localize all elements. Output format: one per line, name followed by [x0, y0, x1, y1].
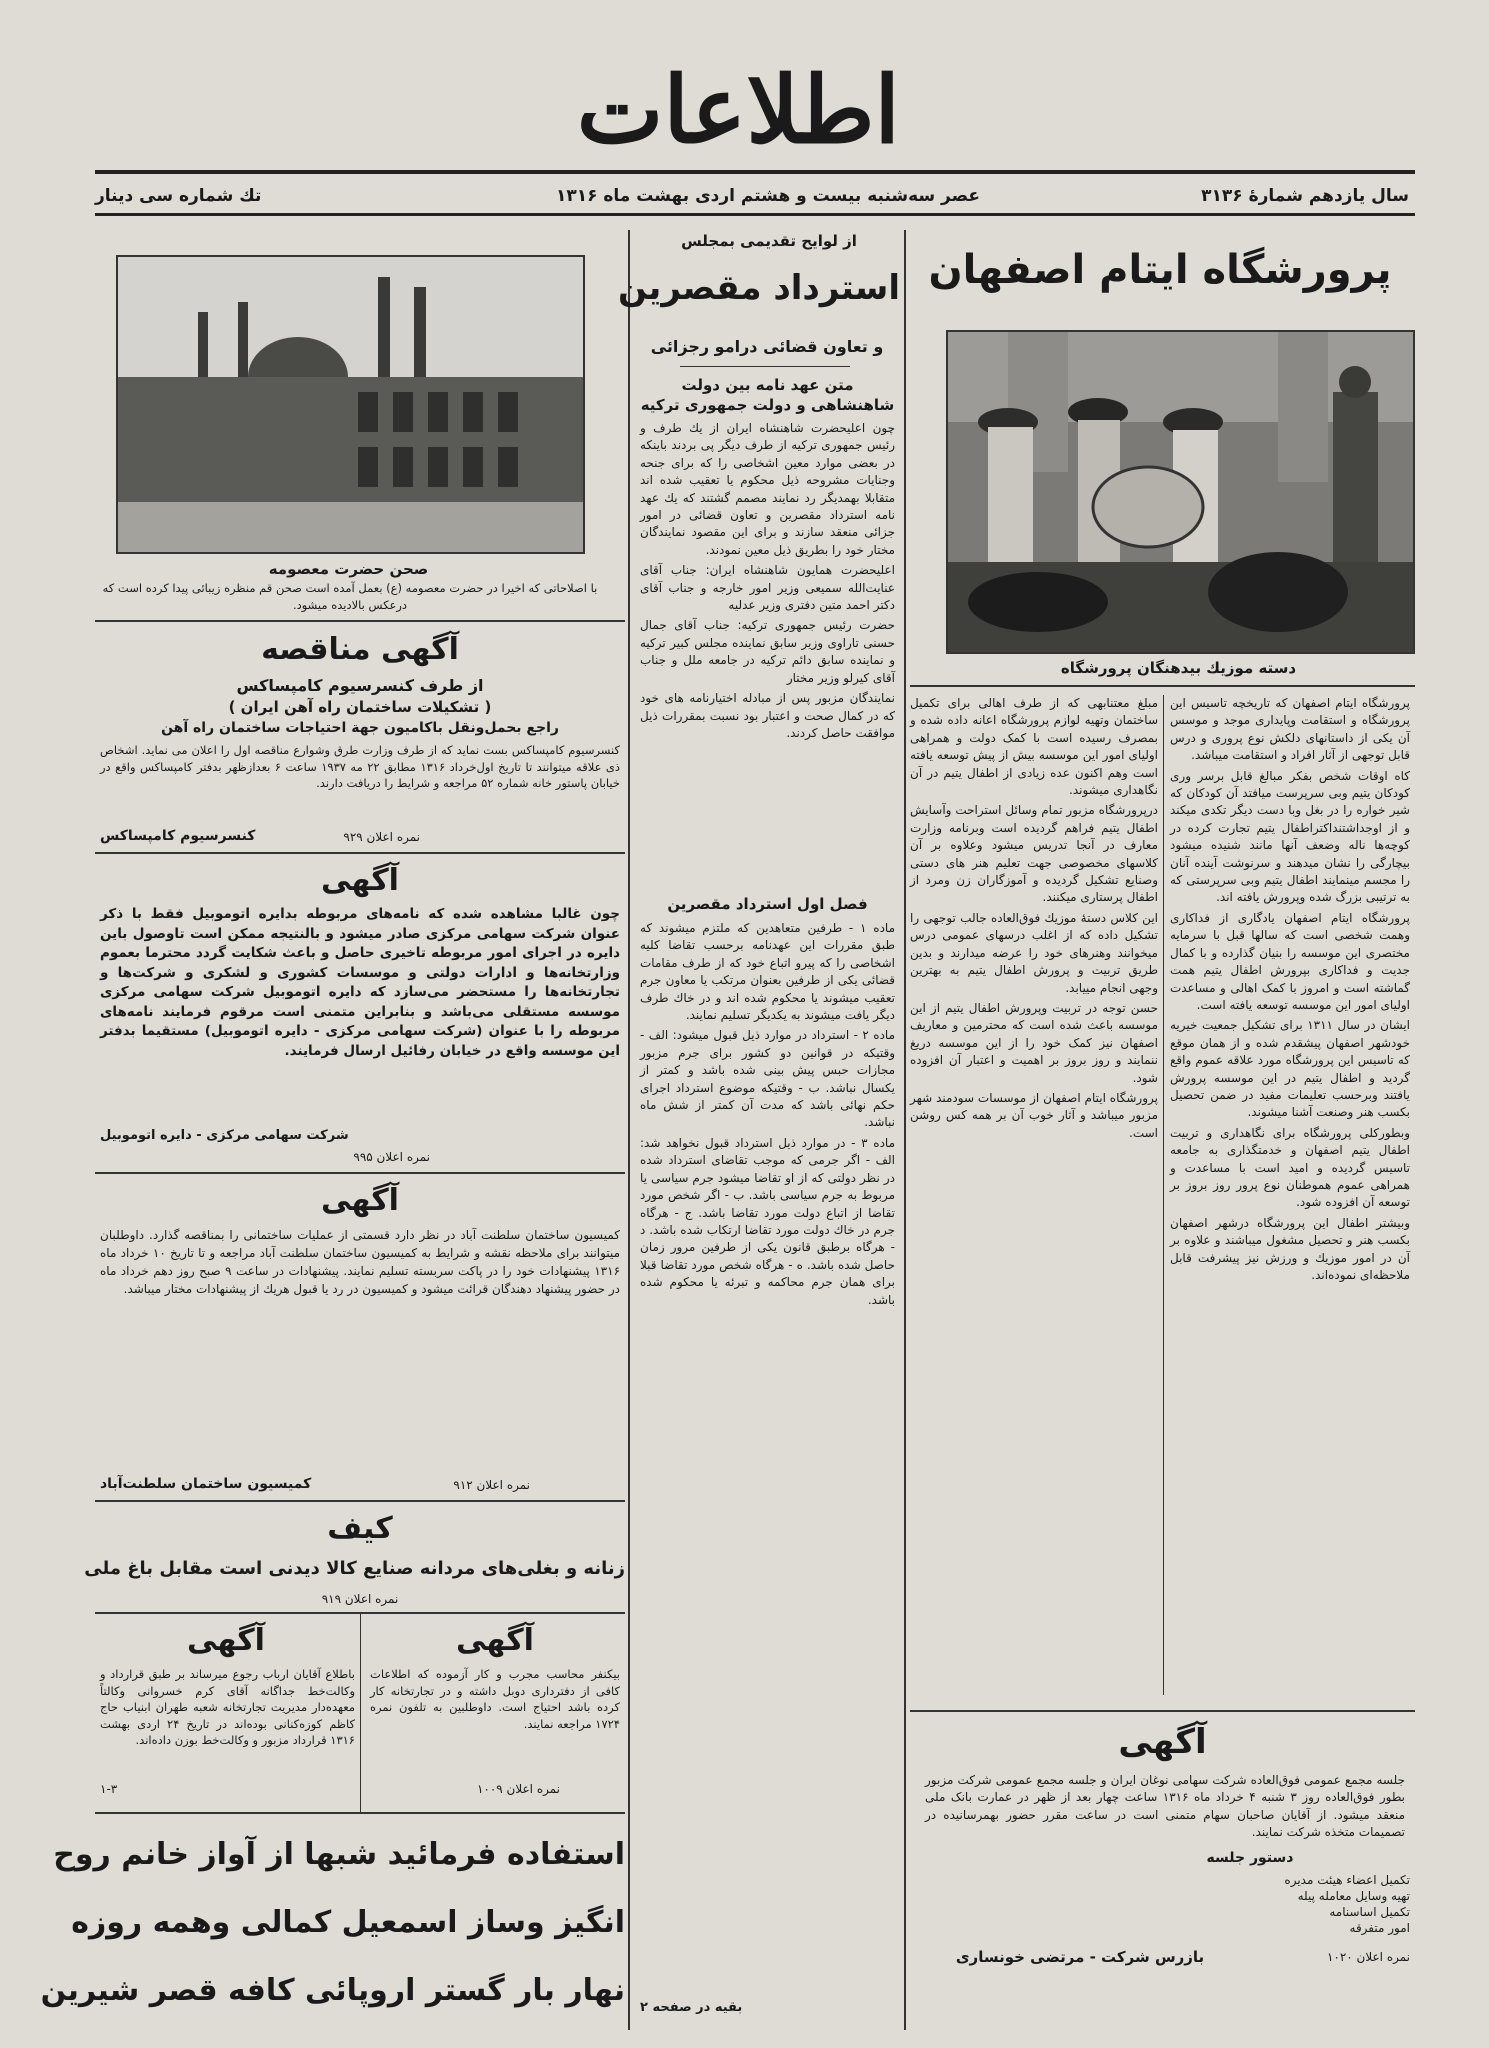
agenda-list: [1200, 1872, 1410, 1936]
left-ad-divider: [360, 1612, 361, 1812]
ad1-body: کنسرسیوم کامپساکس بست نماید که از طرف وزارت طرق وشوارع مناقصه اول را اعلان می نماید. اشخاص ذی علاقه میتوانند تا تاریخ اول‌خرداد ۱۳۱۶ مطابق ۲۲ مه ۱۹۳۷ ساعت ۶ بعدازظهر بدفتر کامپساکس واقع در خیابان پاستور خانه شماره ۵۲ مراجعه و شرایط را دریافت دارند.: [100, 743, 621, 790]
shrine-photo-image: [118, 257, 583, 552]
center-intro-body: [640, 420, 895, 880]
center-articles-body: [640, 920, 895, 2015]
right-bottom-ad-title: آگهی: [1118, 1722, 1207, 1762]
agenda-item: امور متفرقه: [1349, 1921, 1410, 1935]
right-headline: پرورشگاه ایتام اصفهان: [928, 247, 1392, 293]
mid-right-paragraph-1: مبلغ معتنابهی که از طرف اهالی برای تکمیل ساختمان وتهیه لوازم پرورشگاه اعانه داده شده و بمصرف رسیده است با کمک دولت و همراهی اولیای امور این موسسه بیش از پیش توسعه یافته است وهم اکنون عده زیادی از اطفال یتیم در آن نگاهداری میشوند.: [910, 696, 1158, 798]
mid-right-paragraph-5: پرورشگاه ایتام اصفهان از موسسات سودمند شهر مزبور میباشد و آثار خوب آن بر همه کس روشن است.: [910, 1090, 1158, 1140]
center-paragraph-3: حضرت رئیس جمهوری ترکیه: جناب آقای جمال حسنی تاراوی وزیر سابق نماینده مجلس کبیر ترکیه و نماینده سابق دائم ترکیه در جامعه ملل و جناب آقای کیرلو وزیر مختار: [640, 618, 895, 685]
ad1-number: نمره اعلان ۹۲۹: [343, 830, 420, 844]
center-kicker: از لوایح تقدیمی بمجلس: [681, 232, 857, 250]
ad1-line3: راجع بحمل‌ونقل باکامیون جهة احتیاجات ساختمان راه آهن: [161, 720, 559, 736]
ad3-body: کمیسیون ساختمان سلطنت آباد در نظر دارد قسمتی از عملیات ساختمانی را بمناقصه گذارد. داوطلبان میتوانند برای ملاحظه نقشه و شرایط به کمیسیون ساختمان سلطنت آباد مراجعه و تا تاریخ ۱۰ خرداد ماه ۱۳۱۶ پیشنهادات خود را در پاکت سربسته تسلیم نمایند. پیشنهادات در ساعت ۹ صبح روز دهم خرداد ماه در حضور پیشنهاد دهندگان قرائت میشود و کمیسیون در رد یا قبول هریك از پیشنهادات مختار میباشد.: [100, 1228, 621, 1296]
right-bottom-ad-signature: بازرس شرکت - مرتضی خونساری: [955, 1948, 1205, 1966]
masthead-rule-bottom: [95, 213, 1415, 216]
right-paragraph-4: ایشان در سال ۱۳۱۱ برای تشکیل جمعیت خیریه خودشهر اصفهان پیشقدم شده و از همان موقع که تاسیس این پرورشگاه مورد علاقه عموم واقع گردید و اطفال یتیم در این موسسه پرورش یافتند وبرحسب تعلیمات مفید در ضمن تحصیل بکسب هنر وصنعت آشنا میشوند.: [1170, 1018, 1411, 1120]
dateline-right: سال یازدهم شمارهٔ ۳۱۳۶: [1201, 186, 1409, 206]
article-3: ماده ۳ - در موارد ذیل استرداد قبول نخواهد شد: الف - اگر جرمی که موجب تقاضای استرداد شده در نظر دولتی که از او تقاضا میشود جرم سیاسی یا مربوط به جرم سیاسی باشد. ب - اگر شخص مورد تقاضا از اتباع دولت مورد تقاضا باشد. ج - هرگاه جرم در خاك دولت مورد تقاضا ارتکاب شده باشد. د - هرگاه برطبق قانون یکی از طرفین مرور زمان حاصل شده باشد. ه - هرگاه شخص مورد تقاضا قبلا برای همان جرم محاکمه و تبرئه یا محکوم شده باشد.: [640, 1135, 895, 1307]
ad2-signature: شرکت سهامی مرکزی - دایره اتوموبیل: [100, 1128, 349, 1143]
mid-right-paragraph-2: درپرورشگاه مزبور تمام وسائل استراحت وآسایش اطفال یتیم فراهم گردیده است وبرنامه وزارت معارف در آنجا تدریس میشود وعلاوه بر آن کلاسهای مخصوصی جهت تعلیم هنر های دستی وصنایع تشکیل گردیده و آموزگاران زن ومرد از اطفال پرستاری میکنند.: [910, 803, 1158, 905]
orphanage-band-photo: [946, 330, 1415, 654]
center-continued: بقیه در صفحه ۲: [640, 2000, 743, 2015]
right-bottom-ad-number: نمره اعلان ۱۰۲۰: [1326, 1950, 1410, 1964]
ad1-signature: کنسرسیوم کامپساکس: [100, 828, 256, 844]
article-1: ماده ۱ - طرفین متعاهدین که ملتزم میشوند که طبق مقررات این عهدنامه برحسب تقاضا کلیه اشخاصی را که پیرو اتباع خود که از طرف مقامات قضائی یکی از طرفین بعنوان مرتکب یا معاون جرم تعقیب میشوند یا محکوم شده اند و در خاك طرف دیگر یافت میشوند به یکدیگر تسلیم نمایند.: [640, 921, 895, 1023]
right-inner-divider: [1163, 695, 1164, 1695]
right-paragraph-5: وبطورکلی پرورشگاه برای نگاهداری و تربیت اطفال یتیم اصفهان و خدمتگذاری به جامعه تاسیس گردیده و امید است با مساعدت و همراهی عموم هموطنان نوع پرور روز بروز بر توسعه آن افزوده شود.: [1170, 1125, 1410, 1210]
ad4-title: کیف: [327, 1511, 393, 1546]
center-subhead-1: و تعاون قضائی درامو رجزائی: [650, 337, 884, 356]
left-rule-3: [95, 1172, 625, 1174]
center-subhead-rule: [680, 366, 850, 367]
article-2: ماده ۲ - استرداد در موارد ذیل قبول میشود: الف - وقتیکه در قوانین دو کشور برای جرم مزبور مجازات حبس پیش بینی شده باشد و کمتر از یکسال نباشد. ب - وقتیکه موضوع استرداد اجرای حکم نهائی باشد که مدت آن کمتر از شش ماه نباشد.: [640, 1028, 895, 1130]
agenda-item: تهیه وسایل معامله پیله: [1297, 1889, 1410, 1903]
right-bottom-ad-rule: [910, 1710, 1415, 1712]
ad6-number: ۱-۳: [100, 1782, 118, 1796]
masumeh-shrine-photo: [116, 255, 585, 554]
center-paragraph-2: اعلیحضرت همایون شاهنشاه ایران: جناب آقای عنایت‌الله سمیعی وزیر امور خارجه و جناب آقای دکتر احمد متین دفتری وزیر عدلیه: [640, 563, 895, 613]
ad6-body: باطلاع آقایان ارباب رجوع میرساند بر طبق قرارداد و وکالت‌خط جداگانه آقای کرم خسروانی وکالتاً معهده‌دار مدیریت تجارتخانه شعبه طهران ابنیاب حاج کاظم کوزه‌کنانی بوده‌اند در تاریخ ۲۴ اردی بهشت ۱۳۱۶ قرارداد مزبور و وکالت‌خط بوزن‌ داده‌اند.: [100, 1667, 355, 1747]
right-paragraph-2: کاه اوقات شخص بفکر مبالغ قابل برسر وری کودکان یتیم وبی سرپرست میافتد آن کودکان که شیر خواره را در بغل وبا دست دیگر تکدی میکند و از اوجداشتنداکتراطفال یتیم تجارت کرده در کوچه‌ها ناله وضعف آنها مانند شنیده میشود بیچارگی را نشان میدهند و سرنوشت آینده آنان را مجسم مینمایند اطفال یتیم وبی سرپرستی که به ترتیبی بزرگ شده وپرورش یافته اند.: [1170, 768, 1410, 905]
right-paragraph-6: وبیشتر اطفال این پرورشگاه درشهر اصفهان بکسب هنر و تحصیل مشغول میباشند و علاوه بر آن در امور موزیك و ورزش نیز پیشرفت قابل ملاحظه‌ای نموده‌اند.: [1170, 1215, 1410, 1282]
column-divider-1: [904, 230, 906, 2030]
ad4-line: زنانه‌ و بغلی‌های مردانه صنایع کالا دیدنی است مقابل باغ ملی: [84, 1558, 625, 1579]
ad3-title: آگهی: [321, 1183, 399, 1218]
center-section-head: فصل اول استرداد مقصرین: [667, 895, 868, 913]
ad5-title: آگهی: [456, 1623, 534, 1658]
dateline-left: تك شماره سی دینار: [95, 186, 262, 206]
ad2-title: آگهی: [321, 863, 399, 898]
left-rule-6: [95, 1812, 625, 1814]
left-rule-2: [95, 852, 625, 854]
banner-line-3: نهار بار گستر اروپائی کافه قصر شیرین: [40, 1973, 625, 2008]
ad2-number: نمره اعلان ۹۹۵: [353, 1150, 430, 1164]
ad3-number: نمره اعلان ۹۱۲: [453, 1478, 530, 1492]
right-paragraph-3: پرورشگاه ایتام اصفهان یادگاری از فداکاری وهمت شخصی است که سالها قبل با سرمایه مختصری این موسسه را بنیان گذارده و با کمال جدیت و فداکاری بپرورش اطفال یتیم همت گماشته است و امروز با کمک اهالی و مساعدت اولیای امور این موسسه توسعه یافته است.: [1170, 910, 1410, 1012]
agenda-item: تکمیل اساسنامه: [1329, 1905, 1410, 1919]
shrine-caption-body: با اصلاحاتی که اخیرا در حضرت معصومه (ع) بعمل آمده است صحن قم منظره زیبائی پیدا کرده است که درعکس بالادیده میشود.: [102, 581, 598, 612]
right-caption-rule: [910, 685, 1415, 687]
center-subhead-2: متن عهد نامه بین دولت شاهنشاهی و دولت جمهوری ترکیه: [640, 376, 895, 414]
ad1-line2: ( تشکیلات ساختمان راه آهن ایران ): [228, 698, 492, 716]
ad4-number: نمره اعلان ۹۱۹: [321, 1592, 399, 1606]
banner-line-1: استفاده فرمائید شبها از آواز خانم روح: [53, 1837, 625, 1872]
center-paragraph-4: نمایندگان مزبور پس از مبادله اختیارنامه های خود که در کمال صحت و اعتبار بود نسبت بمقررات ذیل موافقت حاصل کردند.: [640, 691, 895, 740]
masthead-title: اطلاعات: [576, 56, 900, 164]
orphanage-photo-caption: دسته موزیك بیدهنگان پرورشگاه: [1060, 659, 1297, 677]
ad1-title: آگهی مناقصه: [261, 632, 459, 667]
center-paragraph-1: چون اعلیحضرت شاهنشاه ایران از یك طرف و رئیس جمهوری ترکیه از طرف دیگر پی بردند باینکه در بعضی موارد معین اشخاصی را که برای جنحه وجنایات مشروحه ذیل محکوم یا تعقیب شده اند متقابلا بهمدیگر رد نمایند مصمم گشتند که یك عهد نامه استرداد مقصرین و تعاون قضائی در امور جزائی منعقد سازند و برای این مقصود نمایندگان مختار خود را بطریق ذیل معین نمودند.: [640, 421, 895, 557]
ad2-body: چون غالبا مشاهده شده که نامه‌های مربوطه بدایره اتوموبیل فقط با ذکر عنوان شرکت سهامی مرکزی صادر میشود و بالنتیجه ممکن است تاوصول باین دایره در اجرای امور مربوطه تاخیری حاصل و باعث شکایت گردد محترما بعموم وزارتخانه‌ها و ادارات دولتی و موسسات کشوری و لشکری و شرکت‌ها و تجارتخانه‌ها را مستحضر می‌سازد که دایره اتوموبیل شرکت سهامی مرکزی موسسه مستقلی می‌باشد و بنابراین متمنی است مرقوم فرمایند نامه‌های مربوطه را با عنوان (شرکت سهامی مرکزی - دایره اتوموبیل) مستقیما بدفتر این موسسه واقع در خیابان رفائیل ارسال فرمایند.: [100, 906, 620, 1059]
mid-right-paragraph-4: حسن توجه در تربیت وپرورش اطفال یتیم از این موسسه باعث شده است که محترمین و معاریف اصفهان نیز کمک خود را از این موسسه دریغ ننمایند و روز بروز بر اهمیت و اعتبار آن افزوده شود.: [910, 1000, 1158, 1085]
ad6-title: آگهی: [187, 1623, 265, 1658]
left-rule-1: [95, 620, 625, 622]
ad1-line1: از طرف کنسرسیوم کامپساکس: [236, 676, 484, 695]
dateline-center: عصر سه‌شنبه بیست و هشتم اردی بهشت ماه ۱۳۱۶: [555, 186, 980, 206]
ad3-signature: کمیسیون ساختمان سلطنت‌آباد: [100, 1476, 312, 1492]
ad5-number: نمره اعلان ۱۰۰۹: [476, 1782, 560, 1796]
band-photo-image: [948, 332, 1413, 652]
ad5-body: بیکنفر محاسب مجرب و کار آزموده که اطلاعات کافی از دفترداری دوبل داشته و در تجارتخانه کار کرده باشد احتیاج است. داوطلبین به تلفون نمره ۱۷۲۴ مراجعه نمایند.: [370, 1667, 620, 1731]
column-divider-2: [628, 230, 630, 2030]
banner-line-2: انگیز وساز اسمعیل کمالی وهمه روزه: [71, 1905, 625, 1940]
left-rule-4: [95, 1500, 625, 1502]
masthead-rule-top: [95, 170, 1415, 174]
mid-right-article-body: [910, 695, 1158, 1695]
right-paragraph-1: پرورشگاه ایتام اصفهان که تاریخچه تاسیس این پرورشگاه و استقامت وپایداری موجد و موسس آن یکی از داستانهای دلکش نوع پروری و درس قابل توجهی از آثار افراد و استقامت میباشد.: [1170, 696, 1410, 763]
agenda-item: تکمیل اعضاء هیئت مدیره: [1284, 1873, 1410, 1887]
right-bottom-agenda-title: دستور جلسه: [1206, 1850, 1294, 1866]
shrine-caption-title: صحن حضرت معصومه: [268, 560, 429, 578]
center-headline: استرداد مقصرین: [617, 268, 900, 308]
right-article-body: [1170, 695, 1410, 1695]
right-bottom-ad-body: جلسه مجمع عمومی فوق‌العاده شرکت سهامی نوغان ایران و جلسه مجمع عمومی شرکت مزبور بطور فوق‌العاده روز ۳ شنبه ۴ خرداد ماه ۱۳۱۶ ساعت چهار بعد از ظهر در عمارت بانک ملی منعقد میشود. از آقایان صاحبان سهام متمنی است در ساعت مقرر حضور بهمرسانیده در تصمیمات متخذه شرکت نمایند.: [925, 1773, 1406, 1840]
mid-right-paragraph-3: این کلاس دستهٔ موزیك فوق‌العاده جالب توجهی را تشکیل داده که از اغلب درسهای عمومی درس میخوانند وهنرهای خود را عرضه میدارند و بدین طریق تربیت و پرورش اطفال یتیم به بهترین وجهی انجام مییابد.: [910, 910, 1158, 995]
